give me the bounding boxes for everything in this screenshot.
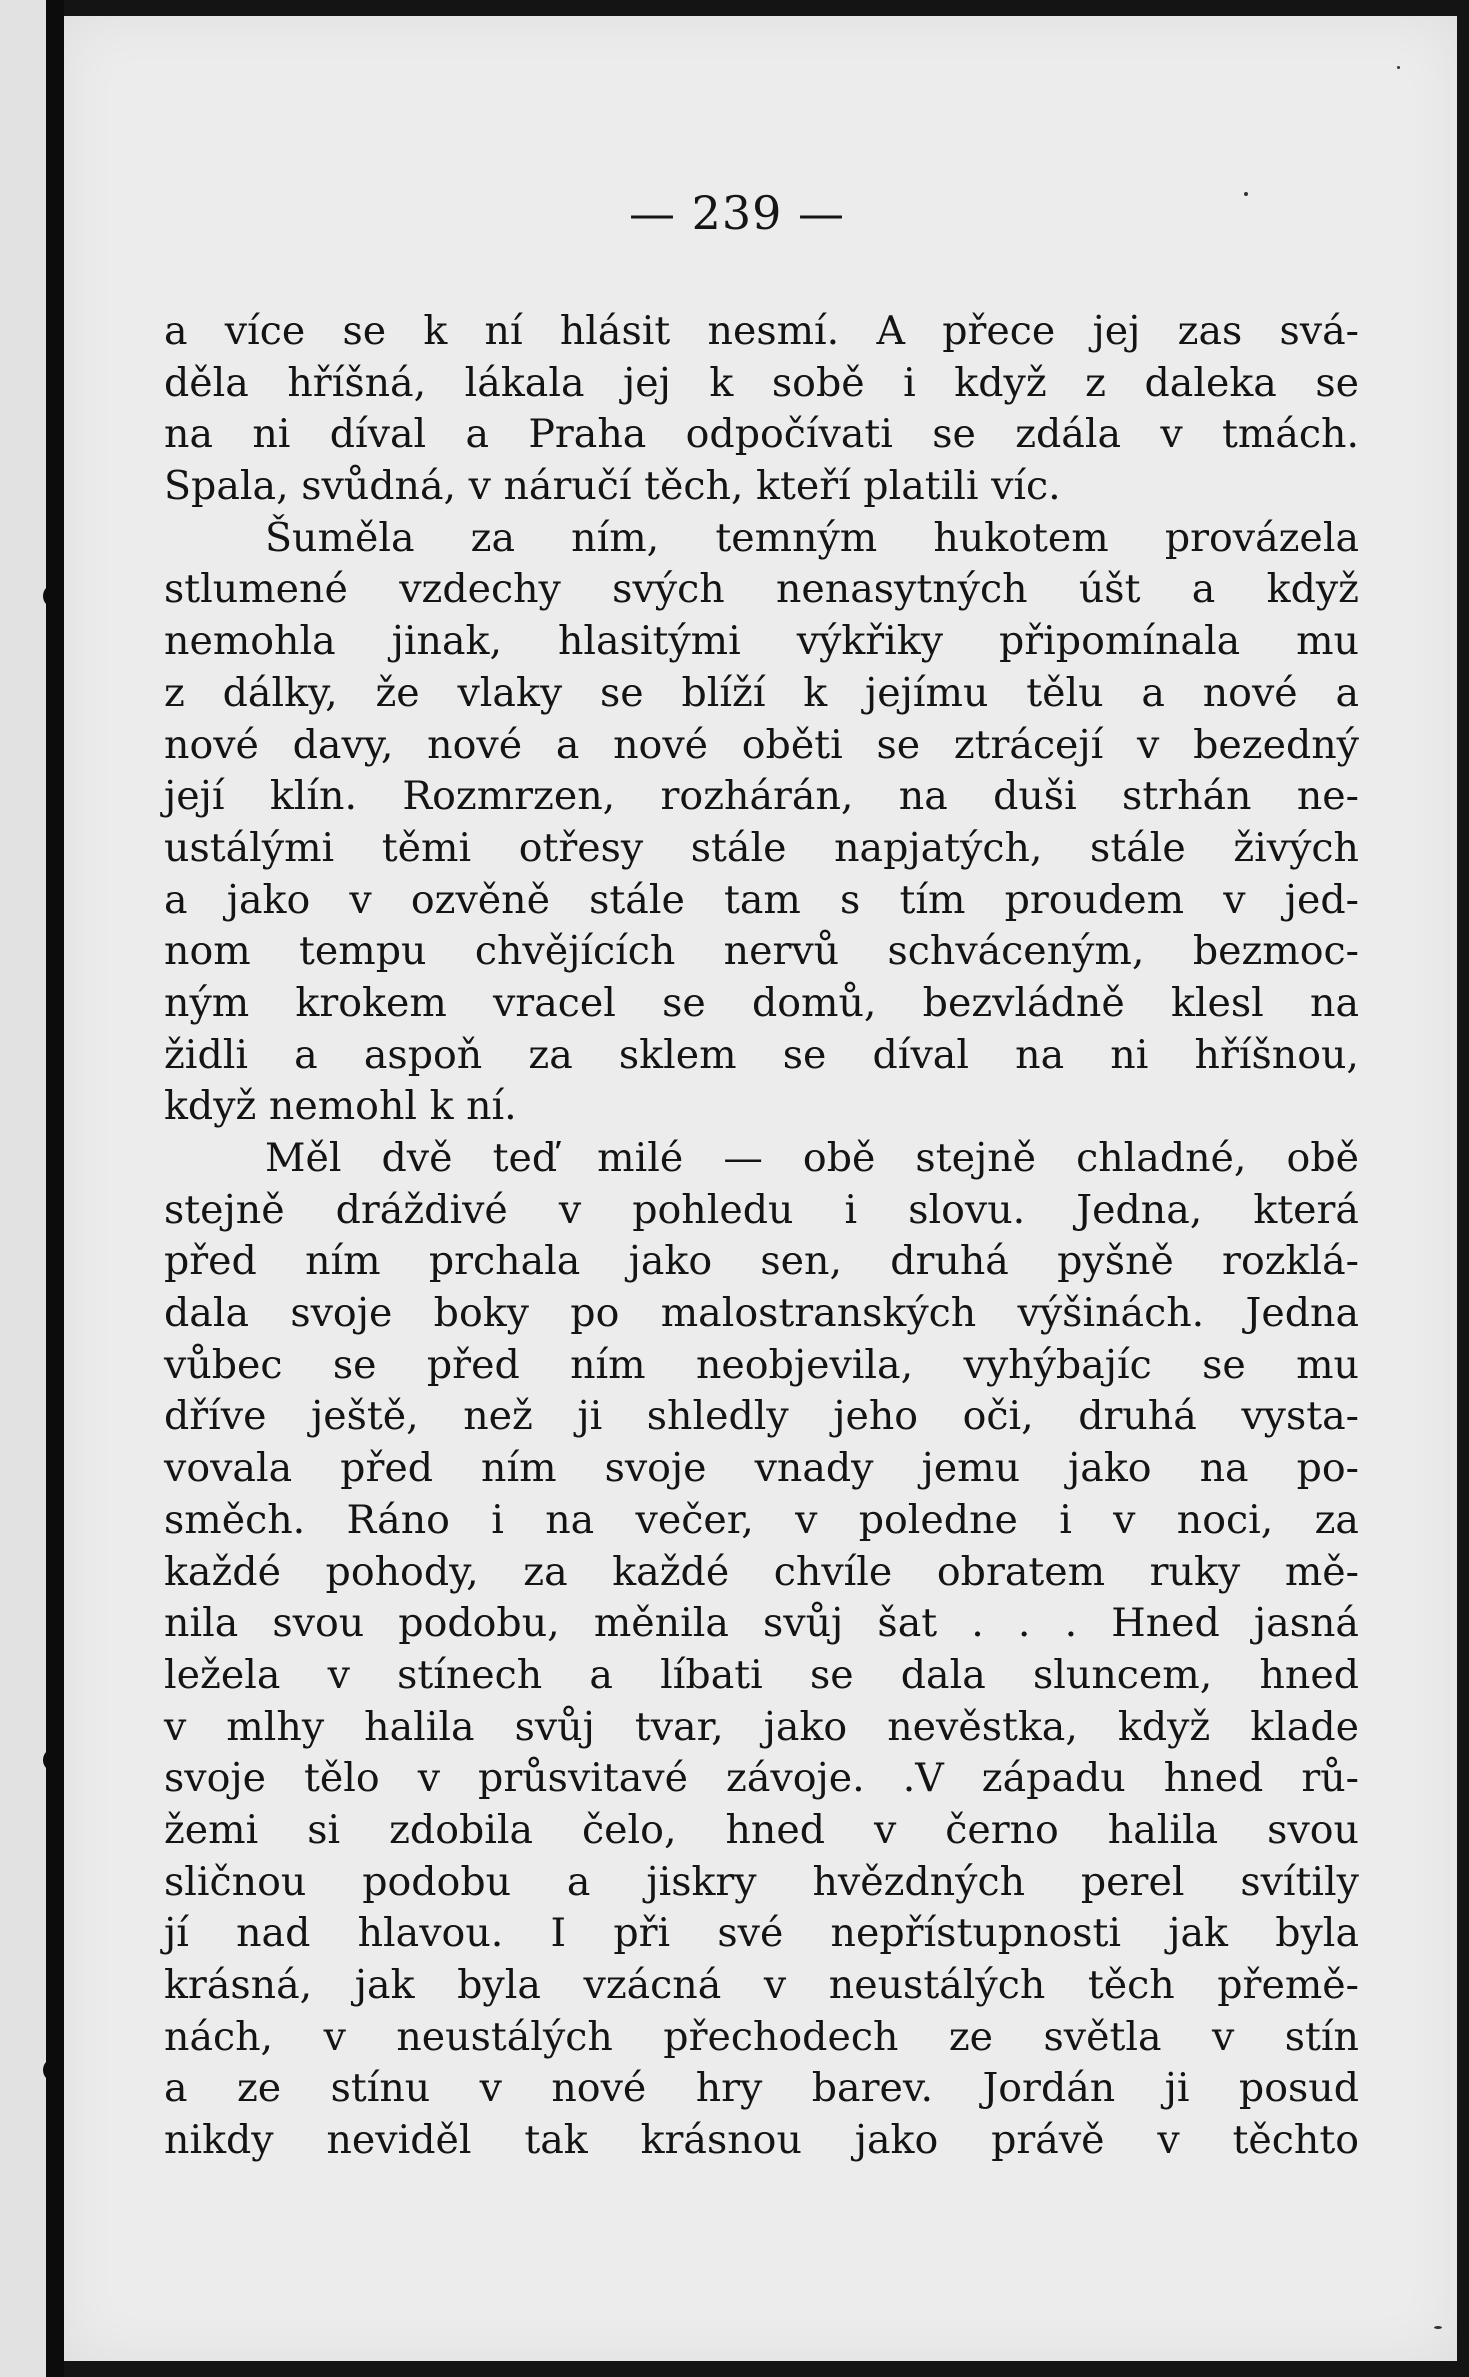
book-spine [46, 0, 64, 2377]
text-line: nila svou podobu, měnila svůj šat . . . Hned jasná [164, 1600, 1359, 1647]
text-line: když nemohl k ní. [164, 1083, 517, 1130]
text-line: z dálky, že vlaky se blíží k jejímu tělu a nové a [164, 669, 1359, 716]
text-line: nikdy neviděl tak krásnou jako právě v těchto [164, 2117, 1359, 2164]
text-line: stlumené vzdechy svých nenasytných úšt a když [164, 566, 1359, 613]
text-line: ustálými těmi otřesy stále napjatých, stále živých [164, 824, 1359, 871]
text-line: a více se k ní hlásit nesmí. A přece jej zas svá- [164, 308, 1359, 354]
text-line: a ze stínu v nové hry barev. Jordán ji posud [164, 2065, 1359, 2112]
text-line: jí nad hlavou. I při své nepřístupnosti jak byla [164, 1910, 1359, 1957]
text-line: vovala před ním svoje vnady jemu jako na po- [164, 1445, 1359, 1492]
text-line: před ním prchala jako sen, druhá pyšně rozklá- [164, 1238, 1359, 1285]
text-line: krásná, jak byla vzácná v neustálých těch přemě- [164, 1962, 1359, 2008]
text-line: nom tempu chvějících nervů schváceným, bezmoc- [164, 928, 1359, 975]
text-line: sličnou podobu a jiskry hvězdných perel svítily [164, 1858, 1359, 1905]
scan-speck [1397, 66, 1400, 69]
scan-speck [1434, 2326, 1442, 2329]
text-line: nách, v neustálých přechodech ze světla v stín [164, 2013, 1359, 2060]
body-text [164, 306, 1359, 2167]
previous-page-edge [0, 0, 46, 2377]
text-line: dříve ještě, než ji shledly jeho oči, druhá vysta- [164, 1393, 1359, 1440]
text-line: nemohla jinak, hlasitými výkřiky připomínala mu [164, 618, 1359, 665]
text-line: ným krokem vracel se domů, bezvládně klesl na [164, 979, 1359, 1026]
text-line: nové davy, nové a nové oběti se ztrácejí v bezedný [164, 721, 1359, 768]
page-number: — 239 — [628, 186, 846, 240]
text-line: její klín. Rozmrzen, rozhárán, na duši strhán ne- [164, 773, 1359, 820]
text-line: na ni díval a Praha odpočívati se zdála v tmách. [164, 411, 1359, 458]
page-sheet [64, 16, 1457, 2361]
text-line: a jako v ozvěně stále tam s tím proudem v jed- [164, 876, 1359, 923]
text-line: Šuměla za ním, temným hukotem provázela [265, 514, 1359, 561]
text-line: Měl dvě teď milé — obě stejně chladné, obě [265, 1135, 1359, 1181]
text-line: dala svoje boky po malostranských výšinách. Jedna [164, 1290, 1359, 1337]
text-line: ležela v stínech a líbati se dala sluncem, hned [164, 1651, 1359, 1698]
text-line: děla hříšná, lákala jej k sobě i když z daleka se [164, 359, 1359, 406]
text-line: svoje tělo v průsvitavé závoje. .V západu hned rů- [164, 1755, 1359, 1802]
text-line: stejně dráždivé v pohledu i slovu. Jedna, která [164, 1186, 1359, 1233]
text-line: vůbec se před ním neobjevila, vyhýbajíc se mu [164, 1341, 1359, 1388]
text-line: v mlhy halila svůj tvar, jako nevěstka, když klade [164, 1703, 1359, 1750]
text-line: Spala, svůdná, v náručí těch, kteří platili víc. [164, 463, 1061, 510]
text-line: žemi si zdobila čelo, hned v černo halila svou [164, 1806, 1359, 1853]
scan-speck [1244, 192, 1248, 196]
text-line: směch. Ráno i na večer, v poledne i v noci, za [164, 1496, 1359, 1543]
text-line: každé pohody, za každé chvíle obratem ruky mě- [164, 1548, 1359, 1595]
text-line: židli a aspoň za sklem se díval na ni hříšnou, [164, 1031, 1359, 1078]
